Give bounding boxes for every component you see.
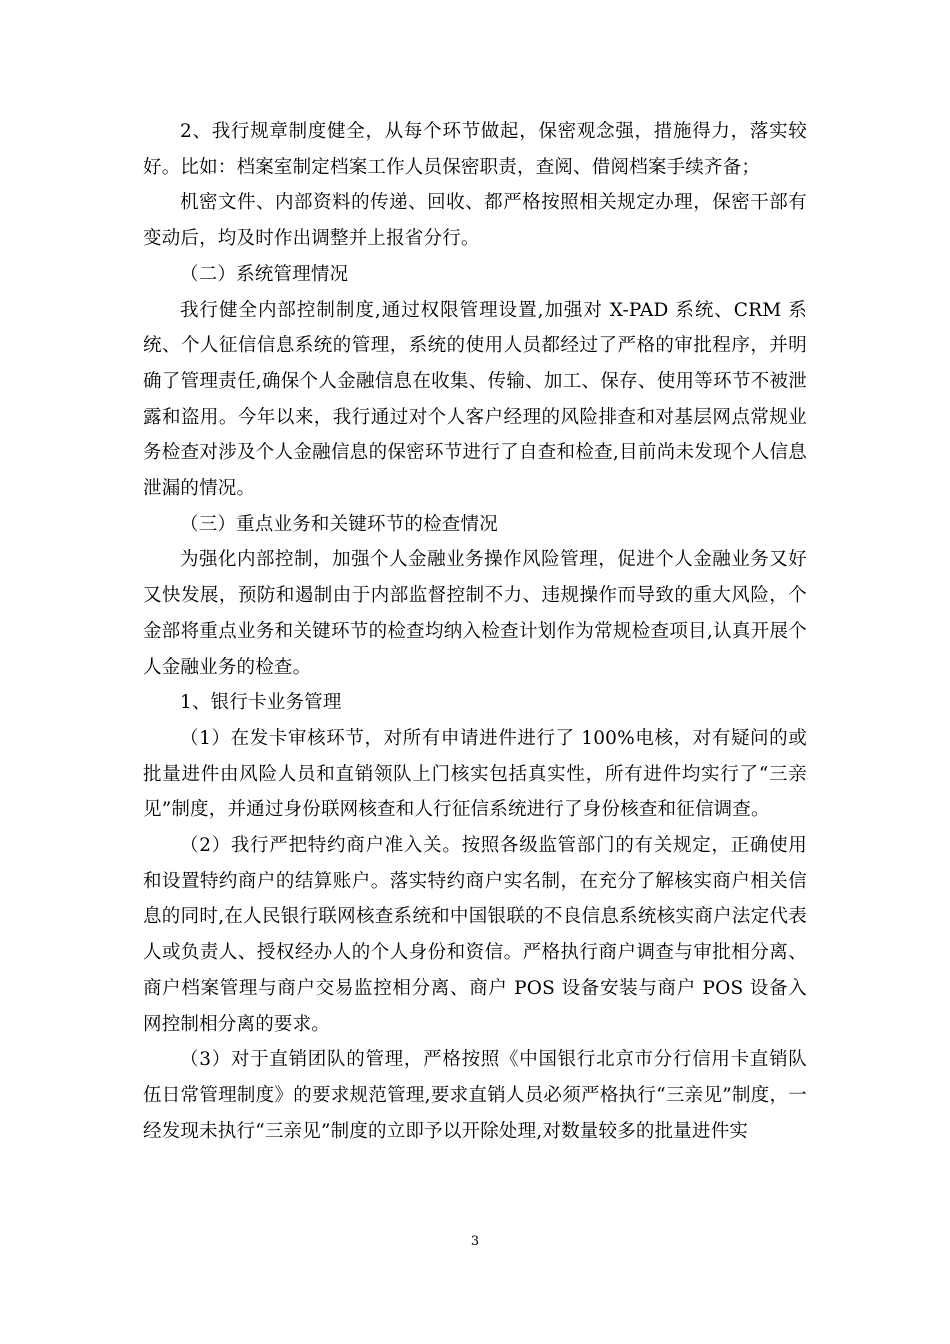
paragraph-direct-sales-team: （3）对于直销团队的管理，严格按照《中国银行北京市分行信用卡直销队伍日常管理制度》的要求规范管理,要求直销人员必须严格执行“三亲见”制度，一经发现未执行“三亲见”制度的立即予以开除处理,对数量较多的批量进件实 — [143, 1049, 807, 1142]
paragraph-confidentiality-rules: 2、我行规章制度健全，从每个环节做起，保密观念强，措施得力，落实较好。比如：档案室制定档案工作人员保密职责，查阅、借阅档案手续齐备； — [143, 121, 807, 178]
section-heading-system-management: （二）系统管理情况 — [180, 263, 349, 285]
paragraph-key-business-inspection: 为强化内部控制，加强个人金融业务操作风险管理，促进个人金融业务又好又快发展，预防和遏制由于内部监督控制不力、违规操作而导致的重大风险，个金部将重点业务和关键环节的检查均纳入检查计划作为常规检查项目,认真开展个人金融业务的检查。 — [143, 549, 807, 678]
paragraph-confidential-documents: 机密文件、内部资料的传递、回收、都严格按照相关规定办理，保密干部有变动后，均及时作出调整并上报省分行。 — [143, 192, 807, 250]
document-body — [143, 114, 807, 1149]
section-heading-key-business-inspection: （三）重点业务和关键环节的检查情况 — [180, 513, 498, 535]
paragraph-merchant-admission: （2）我行严把特约商户准入关。按照各级监管部门的有关规定，正确使用和设置特约商户的结算账户。落实特约商户实名制，在充分了解核实商户相关信息的同时,在人民银行联网核查系统和中国银联的不良信息系统核实商户法定代表人或负责人、授权经办人的个人身份和资信。严格执行商户调查与审批相分离、商户档案管理与商户交易监控相分离、商户 POS 设备安装与商户 POS 设备入网控制相分离的要求。 — [143, 835, 807, 1035]
paragraph-system-management: 我行健全内部控制制度,通过权限管理设置,加强对 X-PAD 系统、CRM 系统、个人征信信息系统的管理，系统的使用人员都经过了严格的审批程序，并明确了管理责任,确保个人金融信息在收集、传输、加工、保存、使用等环节不被泄露和盗用。今年以来，我行通过对个人客户经理的风险排查和对基层网点常规业务检查对涉及个人金融信息的保密环节进行了自查和检查,目前尚未发现个人信息泄漏的情况。 — [143, 299, 807, 500]
paragraph-card-issuance-review: （1）在发卡审核环节，对所有申请进件进行了 100%电核，对有疑问的或批量进件由风险人员和直销领队上门核实包括真实性，所有进件均实行了“三亲见”制度，并通过身份联网核查和人行征信系统进行了身份核查和征信调查。 — [143, 727, 807, 821]
subheading-bank-card-management: 1、银行卡业务管理 — [180, 692, 342, 714]
page-number: 3 — [470, 1234, 480, 1249]
